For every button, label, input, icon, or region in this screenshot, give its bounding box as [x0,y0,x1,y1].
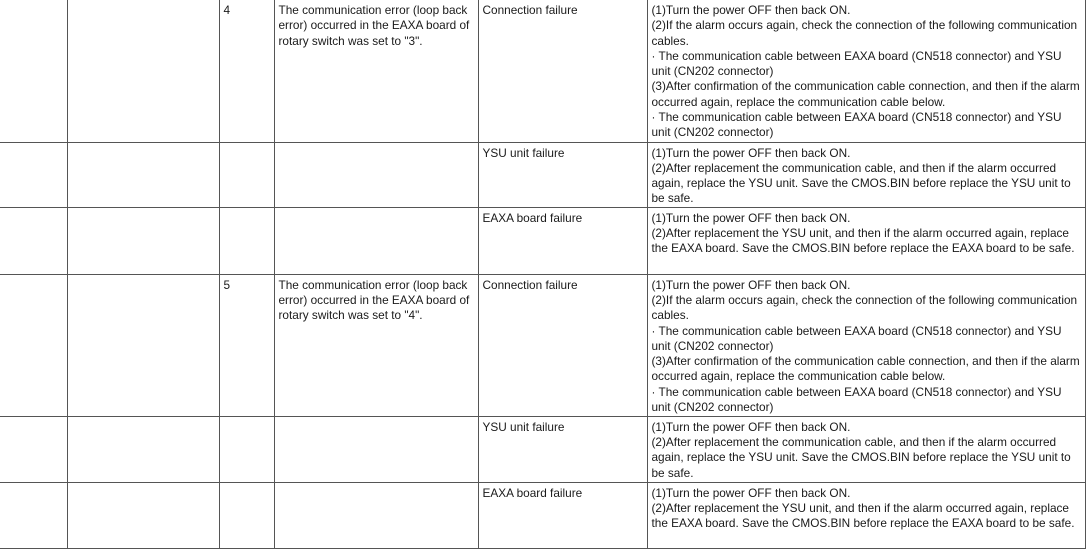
alarm-cause: Connection failure [478,0,647,142]
alarm-cause: YSU unit failure [478,416,647,482]
alarm-description [274,416,478,482]
blank-cell [67,142,219,207]
remedy-line: (1)Turn the power OFF then back ON. [651,210,851,225]
blank-cell [0,207,67,274]
table-row [0,274,1085,416]
remedy-line: (2)After replacement the communication cable, and then if the alarm occurred again, replace the YSU unit. Save the CMOS.BIN before replace the YSU unit to be safe. [651,434,1071,480]
remedy-line: (1)Turn the power OFF then back ON. [651,145,851,160]
remedy-line: (2)After replacement the YSU unit, and then if the alarm occurred again, replace the EAXA board. Save the CMOS.BIN before replace the EAXA board to be safe. [651,225,1075,256]
alarm-number [219,142,274,207]
remedy-line: · The communication cable between EAXA board (CN518 connector) and YSU unit (CN202 connector) [651,384,1062,415]
alarm-number [219,207,274,274]
remedy-line: (2)If the alarm occurs again, check the connection of the following communication cables. [651,292,1078,323]
alarm-cause: YSU unit failure [478,142,647,207]
table-row [0,142,1085,207]
alarm-cause: EAXA board failure [478,482,647,548]
alarm-description [274,207,478,274]
remedy-line: (1)Turn the power OFF then back ON. [651,3,851,17]
table-row [0,416,1085,482]
remedy-line: (2)After replacement the YSU unit, and then if the alarm occurred again, replace the EAXA board. Save the CMOS.BIN before replace the EAXA board to be safe. [651,500,1075,531]
remedy-line: (1)Turn the power OFF then back ON. [651,419,851,434]
blank-cell [67,416,219,482]
remedy-line: · The communication cable between EAXA board (CN518 connector) and YSU unit (CN202 connector) [651,323,1062,353]
alarm-remedy [647,0,1085,142]
alarm-remedy [647,142,1085,207]
table-row [0,482,1085,548]
alarm-cause: EAXA board failure [478,207,647,274]
alarm-remedy [647,416,1085,482]
blank-cell [0,416,67,482]
alarm-remedy [647,274,1085,416]
blank-cell [67,0,219,142]
alarm-number: 5 [219,274,274,416]
table-row [0,0,1085,142]
alarm-cause: Connection failure [478,274,647,416]
blank-cell [67,482,219,548]
blank-cell [67,274,219,416]
remedy-line: · The communication cable between EAXA board (CN518 connector) and YSU unit (CN202 connector) [651,110,1062,140]
remedy-line: (2)If the alarm occurs again, check the connection of the following communication cables. [651,18,1078,48]
alarm-number [219,482,274,548]
remedy-line: (1)Turn the power OFF then back ON. [651,277,851,292]
table-row [0,207,1085,274]
blank-cell [0,0,67,142]
remedy-line: (3)After confirmation of the communication cable connection, and then if the alarm occurred again, replace the communication cable below. [651,354,1080,384]
remedy-line: (3)After confirmation of the communication cable connection, and then if the alarm occurred again, replace the communication cable below. [651,79,1080,109]
alarm-remedy [647,482,1085,548]
blank-cell [0,482,67,548]
alarm-description: The communication error (loop back error) occurred in the EAXA board of rotary switch was set to "4". [274,274,478,416]
remedy-line: · The communication cable between EAXA board (CN518 connector) and YSU unit (CN202 connector) [651,48,1062,79]
blank-cell [0,274,67,416]
alarm-number [219,416,274,482]
alarm-description: The communication error (loop back error) occurred in the EAXA board of rotary switch was set to "3". [274,0,478,142]
remedy-line: (1)Turn the power OFF then back ON. [651,485,851,500]
blank-cell [67,207,219,274]
alarm-number: 4 [219,0,274,142]
alarm-description [274,142,478,207]
alarm-remedy [647,207,1085,274]
remedy-line: (2)After replacement the communication cable, and then if the alarm occurred again, replace the YSU unit. Save the CMOS.BIN before replace the YSU unit to be safe. [651,160,1071,206]
alarm-description [274,482,478,548]
blank-cell [0,142,67,207]
